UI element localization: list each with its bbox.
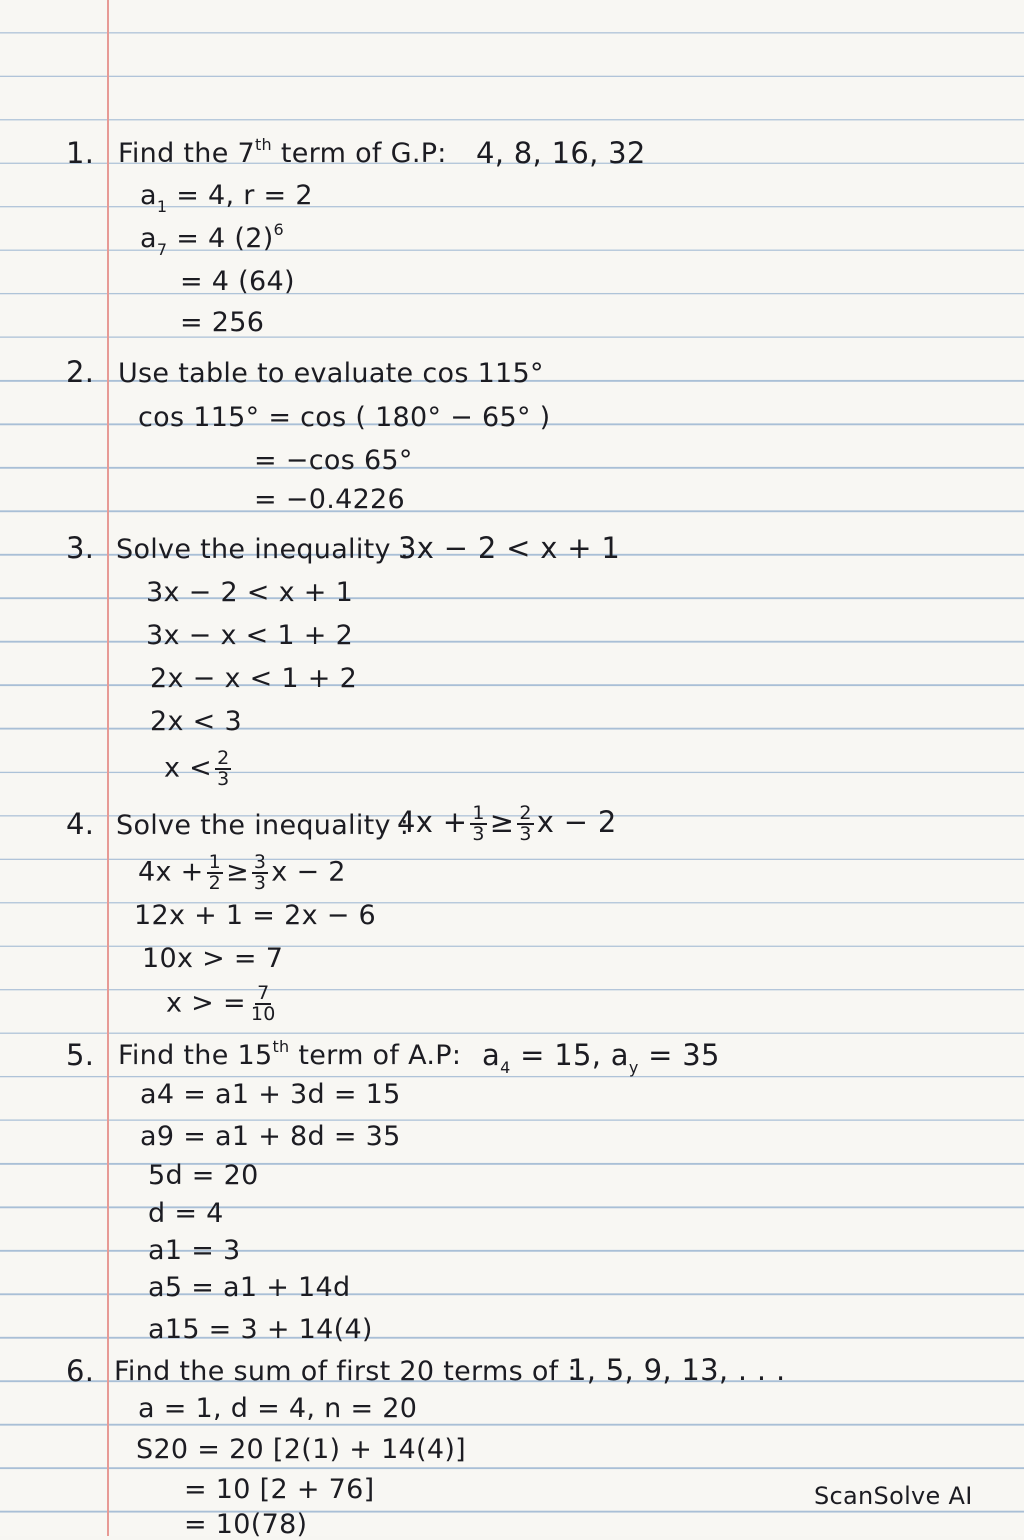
solution-line: a1 = 3 [148, 1235, 241, 1266]
solution-line: $a_1 = 4$, r = 2 [140, 180, 313, 216]
problem-number: 6. [66, 1354, 95, 1388]
problem-number: 1. [66, 136, 95, 170]
solution-line: 2x − x < 1 + 2 [150, 663, 358, 694]
problem-number: 4. [66, 807, 95, 841]
solution-line: = −cos 65° [254, 445, 413, 476]
margin-line [107, 0, 109, 1536]
problem-title-value: 1, 5, 9, 13, . . . [568, 1353, 786, 1387]
problem-title: Use table to evaluate cos 115° [118, 358, 544, 389]
solution-line: x < $\frac{2}{3}$ [164, 747, 230, 790]
solution-line: 4x + $\frac{1}{2}$ ≥ $\frac{3}{3}$ x − 2 [138, 851, 346, 894]
solution-line: 12x + 1 = 2x − 6 [134, 900, 377, 931]
solution-line: S20 = 20 [2(1) + 14(4)] [136, 1434, 467, 1465]
solution-line: a9 = a1 + 8d = 35 [140, 1121, 401, 1152]
problem-title: Solve the inequality : [116, 810, 410, 841]
solution-line: 10x > = 7 [142, 943, 284, 974]
solution-line: 3x − 2 < x + 1 [146, 577, 354, 608]
problem-number: 2. [66, 355, 95, 389]
problem-title: Find the 15th term of A.P: [118, 1037, 462, 1071]
solution-line: $a_7 = 4$ $(2)^6$ [140, 220, 285, 259]
brand-watermark: ScanSolve AI [814, 1482, 973, 1510]
solution-line: a5 = a1 + 14d [148, 1272, 351, 1303]
solution-line: 2x < 3 [150, 706, 242, 737]
problem-title-value: 4x + $\frac{1}{3}$ ≥ $\frac{2}{3}$ x − 2 [397, 802, 617, 845]
solution-line: = 10(78) [184, 1509, 308, 1540]
problem-title-value: 3x − 2 < x + 1 [398, 531, 621, 565]
problem-number: 3. [66, 531, 95, 565]
problem-title-value: $a_4 = 15$, $a_y = 35$ [482, 1038, 720, 1077]
solution-line: 5d = 20 [148, 1160, 259, 1191]
solution-line: = 4 (64) [180, 266, 295, 297]
solution-line: a15 = 3 + 14(4) [148, 1314, 373, 1345]
problem-title-value: 4, 8, 16, 32 [476, 136, 646, 170]
solution-line: a = 1, d = 4, n = 20 [138, 1393, 418, 1424]
solution-line: a4 = a1 + 3d = 15 [140, 1079, 401, 1110]
solution-line: = 256 [180, 307, 265, 338]
solution-line: cos 115° = cos ( 180° − 65° ) [138, 402, 551, 433]
problem-title: Solve the inequality : [116, 534, 410, 565]
solution-line: 3x − x < 1 + 2 [146, 620, 354, 651]
solution-line: = 10 [2 + 76] [184, 1474, 375, 1505]
solution-line: x > = $\frac{7}{10}$ [166, 982, 276, 1025]
problem-number: 5. [66, 1038, 95, 1072]
solution-line: = −0.4226 [254, 484, 406, 515]
solution-line: d = 4 [148, 1198, 224, 1229]
problem-title: Find the 7th term of G.P: [118, 135, 447, 169]
problem-title: Find the sum of first 20 terms of : [114, 1356, 577, 1387]
